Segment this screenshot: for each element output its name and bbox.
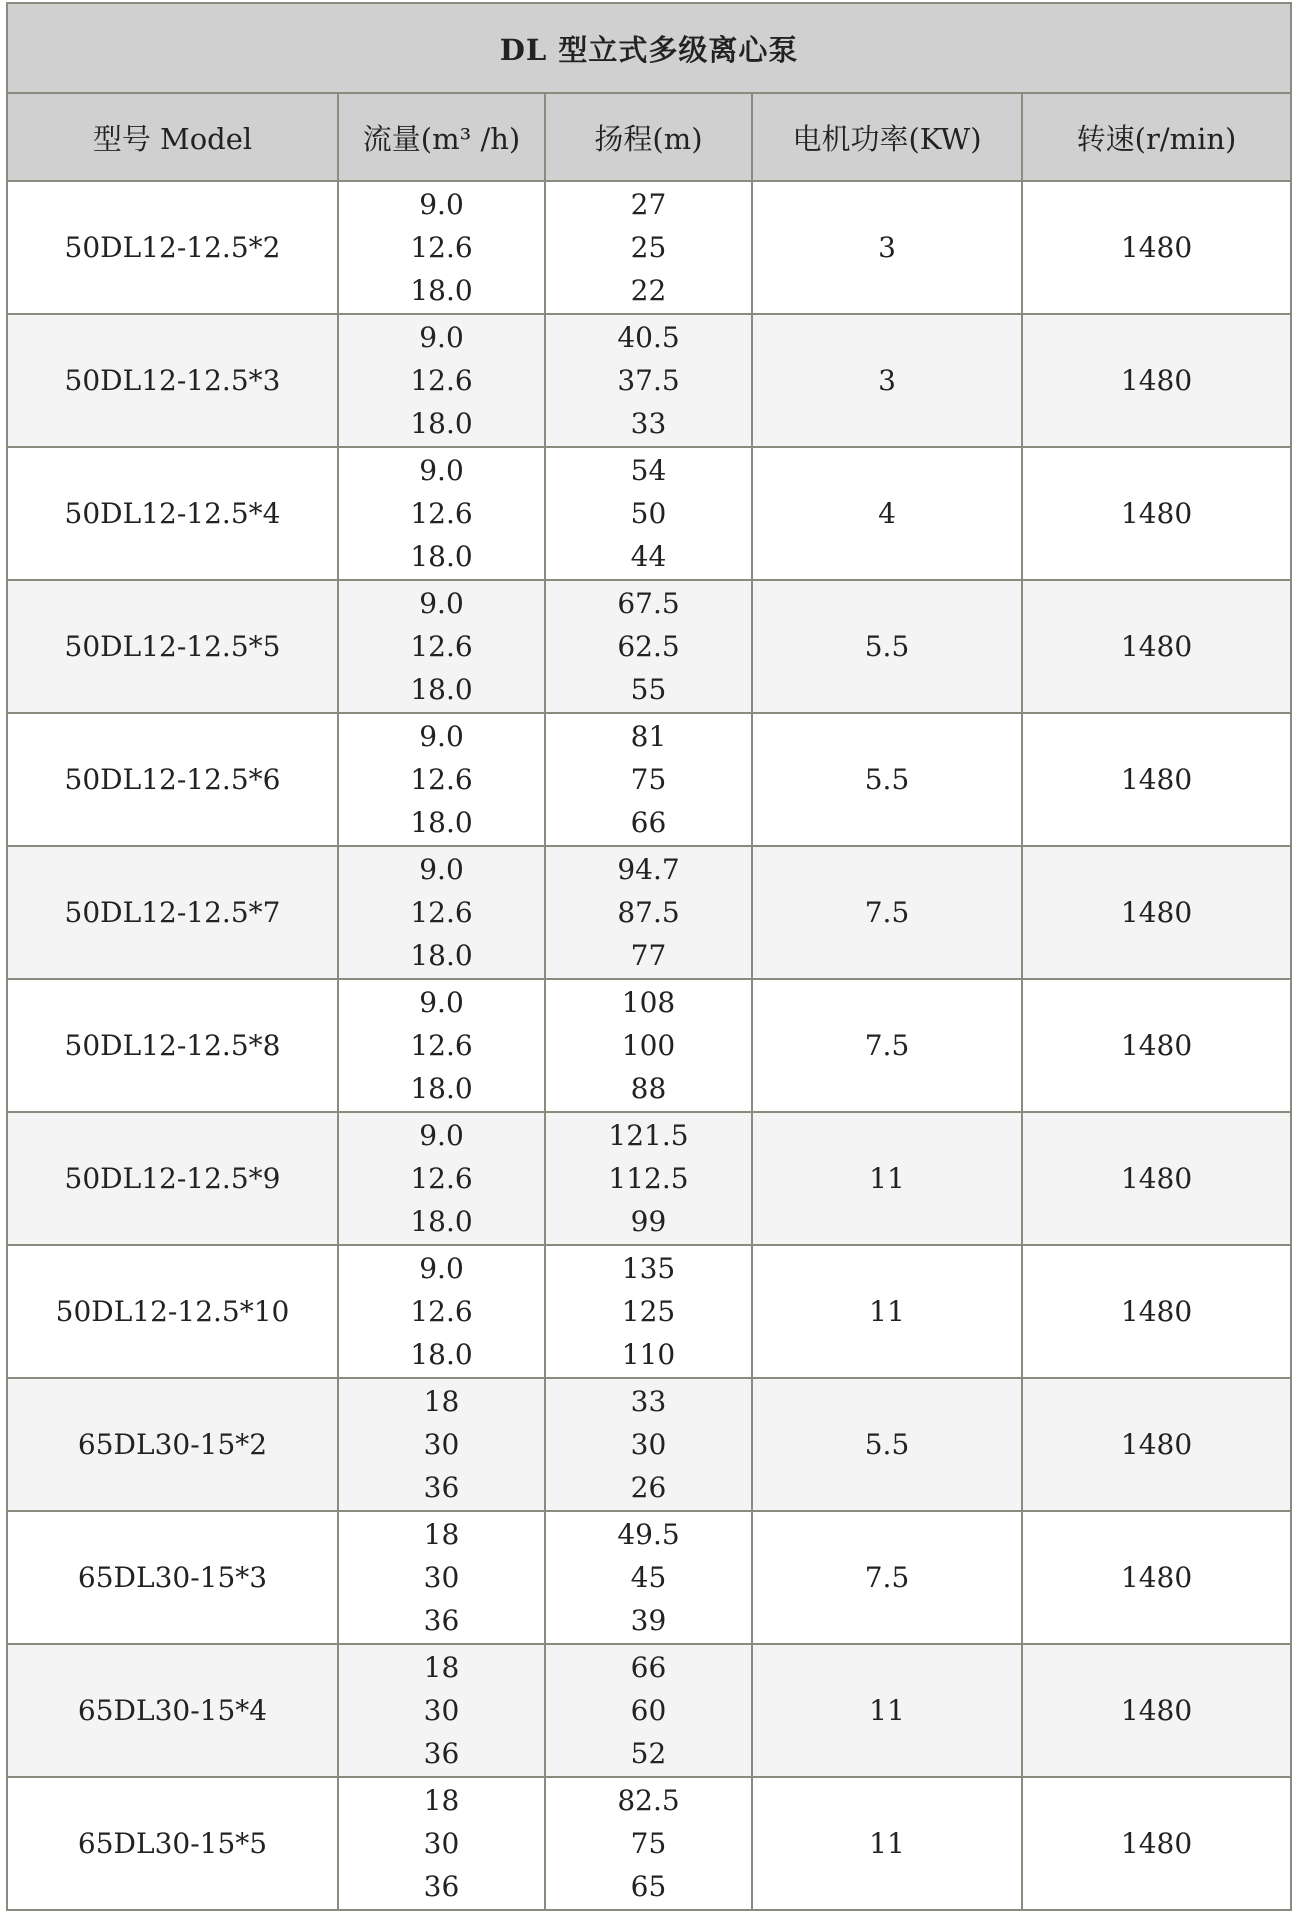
head-cell — [545, 1777, 752, 1910]
head-cell-value: 27 — [630, 188, 667, 221]
head-cell-value: 67.5 — [617, 587, 680, 620]
model-cell: 65DL30-15*5 — [7, 1777, 338, 1910]
head-cell-value: 54 — [630, 454, 667, 487]
speed-cell: 1480 — [1022, 1511, 1291, 1644]
head-cell-value: 77 — [630, 939, 667, 972]
flow-cell-value: 36 — [423, 1870, 460, 1903]
speed-cell: 1480 — [1022, 314, 1291, 447]
power-cell: 5.5 — [752, 580, 1022, 713]
speed-cell: 1480 — [1022, 713, 1291, 846]
table-row — [7, 181, 1291, 314]
flow-cell-value: 12.6 — [410, 1029, 473, 1062]
flow-cell-value: 9.0 — [419, 1119, 464, 1152]
flow-cell — [338, 1511, 545, 1644]
head-cell-value: 26 — [630, 1471, 667, 1504]
pump-spec-table — [6, 2, 1292, 1911]
head-cell-value: 45 — [630, 1561, 667, 1594]
head-cell-value: 66 — [630, 806, 667, 839]
flow-cell-value: 18.0 — [410, 1072, 473, 1105]
speed-cell: 1480 — [1022, 1112, 1291, 1245]
model-cell: 50DL12-12.5*4 — [7, 447, 338, 580]
flow-cell-value: 9.0 — [419, 454, 464, 487]
power-cell: 11 — [752, 1112, 1022, 1245]
model-cell: 65DL30-15*4 — [7, 1644, 338, 1777]
head-cell-value: 125 — [621, 1295, 676, 1328]
flow-cell-value: 12.6 — [410, 231, 473, 264]
table-row — [7, 580, 1291, 713]
head-cell-value: 39 — [630, 1604, 667, 1637]
column-header-flow: 流量(m³ /h) — [338, 93, 545, 181]
model-cell: 50DL12-12.5*9 — [7, 1112, 338, 1245]
head-cell — [545, 1378, 752, 1511]
column-header-power: 电机功率(KW) — [752, 93, 1022, 181]
power-cell: 5.5 — [752, 1378, 1022, 1511]
head-cell-value: 66 — [630, 1651, 667, 1684]
flow-cell-value: 30 — [423, 1827, 460, 1860]
flow-cell-value: 12.6 — [410, 1295, 473, 1328]
flow-cell-value: 18 — [423, 1784, 460, 1817]
head-cell-value: 25 — [630, 231, 667, 264]
power-cell: 7.5 — [752, 979, 1022, 1112]
table-body — [7, 181, 1291, 1910]
flow-cell-value: 12.6 — [410, 630, 473, 663]
power-cell: 11 — [752, 1777, 1022, 1910]
power-cell: 7.5 — [752, 1511, 1022, 1644]
speed-cell: 1480 — [1022, 1644, 1291, 1777]
speed-cell: 1480 — [1022, 447, 1291, 580]
flow-cell — [338, 1245, 545, 1378]
table-title: DL 型立式多级离心泵 — [7, 3, 1291, 93]
head-cell-value: 75 — [630, 1827, 667, 1860]
column-header-head: 扬程(m) — [545, 93, 752, 181]
model-cell: 50DL12-12.5*6 — [7, 713, 338, 846]
speed-cell: 1480 — [1022, 580, 1291, 713]
head-cell — [545, 713, 752, 846]
head-cell-value: 52 — [630, 1737, 667, 1770]
head-cell — [545, 1644, 752, 1777]
speed-cell: 1480 — [1022, 979, 1291, 1112]
head-cell — [545, 979, 752, 1112]
head-cell-value: 65 — [630, 1870, 667, 1903]
flow-cell-value: 12.6 — [410, 364, 473, 397]
table-row — [7, 979, 1291, 1112]
flow-cell-value: 12.6 — [410, 1162, 473, 1195]
head-cell — [545, 1245, 752, 1378]
head-cell-value: 135 — [621, 1252, 676, 1285]
head-cell — [545, 846, 752, 979]
head-cell-value: 49.5 — [617, 1518, 680, 1551]
flow-cell — [338, 846, 545, 979]
head-cell — [545, 314, 752, 447]
flow-cell-value: 9.0 — [419, 720, 464, 753]
flow-cell-value: 9.0 — [419, 321, 464, 354]
head-cell-value: 44 — [630, 540, 667, 573]
head-cell-value: 110 — [621, 1338, 676, 1371]
flow-cell-value: 36 — [423, 1737, 460, 1770]
head-cell-value: 37.5 — [617, 364, 680, 397]
flow-cell — [338, 1644, 545, 1777]
flow-cell-value: 30 — [423, 1561, 460, 1594]
table-row — [7, 1245, 1291, 1378]
head-cell — [545, 1511, 752, 1644]
header-row — [7, 93, 1291, 181]
model-cell: 50DL12-12.5*7 — [7, 846, 338, 979]
flow-cell — [338, 447, 545, 580]
head-cell-value: 33 — [630, 1385, 667, 1418]
head-cell-value: 60 — [630, 1694, 667, 1727]
flow-cell-value: 12.6 — [410, 497, 473, 530]
model-cell: 50DL12-12.5*5 — [7, 580, 338, 713]
model-cell: 50DL12-12.5*10 — [7, 1245, 338, 1378]
flow-cell-value: 18.0 — [410, 1205, 473, 1238]
table-row — [7, 447, 1291, 580]
table-row — [7, 314, 1291, 447]
head-cell-value: 30 — [630, 1428, 667, 1461]
power-cell: 3 — [752, 314, 1022, 447]
head-cell-value: 62.5 — [617, 630, 680, 663]
head-cell-value: 100 — [621, 1029, 676, 1062]
table-row — [7, 1378, 1291, 1511]
flow-cell-value: 30 — [423, 1428, 460, 1461]
flow-cell — [338, 1378, 545, 1511]
flow-cell-value: 9.0 — [419, 986, 464, 1019]
flow-cell — [338, 1112, 545, 1245]
head-cell-value: 121.5 — [608, 1119, 689, 1152]
flow-cell-value: 12.6 — [410, 763, 473, 796]
flow-cell — [338, 580, 545, 713]
power-cell: 5.5 — [752, 713, 1022, 846]
head-cell — [545, 580, 752, 713]
head-cell-value: 40.5 — [617, 321, 680, 354]
spec-sheet — [6, 2, 1290, 1911]
flow-cell-value: 9.0 — [419, 853, 464, 886]
head-cell — [545, 447, 752, 580]
flow-cell-value: 9.0 — [419, 188, 464, 221]
power-cell: 3 — [752, 181, 1022, 314]
power-cell: 7.5 — [752, 846, 1022, 979]
flow-cell-value: 18.0 — [410, 806, 473, 839]
head-cell-value: 55 — [630, 673, 667, 706]
flow-cell-value: 18 — [423, 1385, 460, 1418]
power-cell: 4 — [752, 447, 1022, 580]
flow-cell-value: 18.0 — [410, 1338, 473, 1371]
power-cell: 11 — [752, 1245, 1022, 1378]
column-header-speed: 转速(r/min) — [1022, 93, 1291, 181]
flow-cell-value: 18 — [423, 1651, 460, 1684]
flow-cell-value: 18.0 — [410, 274, 473, 307]
flow-cell — [338, 713, 545, 846]
flow-cell — [338, 979, 545, 1112]
flow-cell-value: 18.0 — [410, 407, 473, 440]
table-row — [7, 713, 1291, 846]
model-cell: 50DL12-12.5*3 — [7, 314, 338, 447]
speed-cell: 1480 — [1022, 181, 1291, 314]
table-row — [7, 1777, 1291, 1910]
flow-cell-value: 18.0 — [410, 673, 473, 706]
power-cell: 11 — [752, 1644, 1022, 1777]
head-cell-value: 22 — [630, 274, 667, 307]
table-row — [7, 846, 1291, 979]
head-cell-value: 87.5 — [617, 896, 680, 929]
speed-cell: 1480 — [1022, 846, 1291, 979]
column-header-model: 型号 Model — [7, 93, 338, 181]
model-cell: 65DL30-15*2 — [7, 1378, 338, 1511]
table-row — [7, 1511, 1291, 1644]
table-row — [7, 1112, 1291, 1245]
model-cell: 65DL30-15*3 — [7, 1511, 338, 1644]
head-cell — [545, 181, 752, 314]
head-cell-value: 75 — [630, 763, 667, 796]
head-cell-value: 94.7 — [617, 853, 680, 886]
flow-cell-value: 30 — [423, 1694, 460, 1727]
head-cell-value: 99 — [630, 1205, 667, 1238]
flow-cell-value: 18 — [423, 1518, 460, 1551]
flow-cell-value: 9.0 — [419, 587, 464, 620]
speed-cell: 1480 — [1022, 1777, 1291, 1910]
flow-cell — [338, 181, 545, 314]
model-cell: 50DL12-12.5*8 — [7, 979, 338, 1112]
flow-cell-value: 9.0 — [419, 1252, 464, 1285]
head-cell-value: 81 — [630, 720, 667, 753]
flow-cell-value: 18.0 — [410, 540, 473, 573]
head-cell-value: 112.5 — [608, 1162, 689, 1195]
model-cell: 50DL12-12.5*2 — [7, 181, 338, 314]
head-cell-value: 33 — [630, 407, 667, 440]
table-row — [7, 1644, 1291, 1777]
head-cell-value: 50 — [630, 497, 667, 530]
head-cell-value: 82.5 — [617, 1784, 680, 1817]
head-cell-value: 108 — [621, 986, 676, 1019]
flow-cell-value: 36 — [423, 1471, 460, 1504]
flow-cell — [338, 1777, 545, 1910]
title-row — [7, 3, 1291, 93]
flow-cell — [338, 314, 545, 447]
speed-cell: 1480 — [1022, 1378, 1291, 1511]
flow-cell-value: 36 — [423, 1604, 460, 1637]
head-cell-value: 88 — [630, 1072, 667, 1105]
flow-cell-value: 12.6 — [410, 896, 473, 929]
speed-cell: 1480 — [1022, 1245, 1291, 1378]
flow-cell-value: 18.0 — [410, 939, 473, 972]
head-cell — [545, 1112, 752, 1245]
